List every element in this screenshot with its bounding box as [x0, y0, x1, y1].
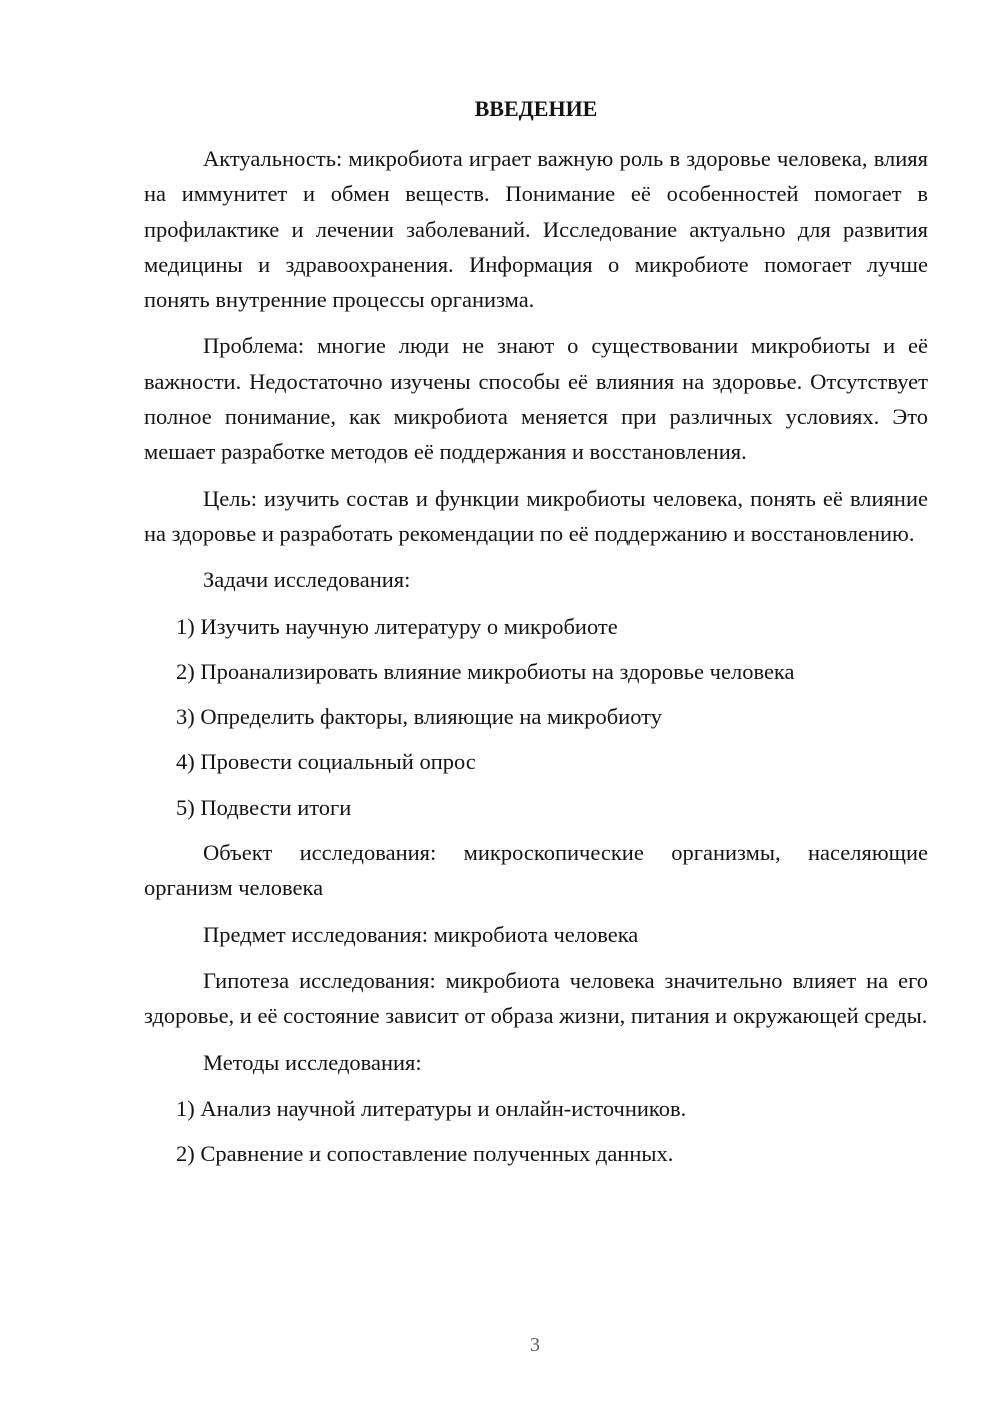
subject-paragraph: Предмет исследования: микробиота человека [203, 921, 639, 947]
list-item: 4) Провести социальный опрос [176, 749, 476, 775]
hypothesis-paragraph: Гипотеза исследования: микробиота человека значительно влияет на его здоровье, и её состояние зависит от образа жизни, питания и окружающей среды. [144, 967, 928, 1029]
list-item: 1) Изучить научную литературу о микробиоте [176, 613, 618, 639]
list-item: 1) Анализ научной литературы и онлайн-источников. [176, 1095, 687, 1121]
list-item: 2) Сравнение и сопоставление полученных данных. [176, 1141, 674, 1167]
page-number: 3 [530, 1334, 540, 1356]
goal-paragraph: Цель: изучить состав и функции микробиоты человека, понять её влияние на здоровье и разработать рекомендации по её поддержанию и восстановлению. [144, 485, 928, 546]
methods-list [144, 1091, 928, 1172]
object-paragraph: Объект исследования: микроскопические организмы, населяющие организм человека [144, 840, 928, 901]
relevance-paragraph: Актуальность: микробиота играет важную роль в здоровье человека, влияя на иммунитет и обмен веществ. Понимание её особенностей помогает в профилактике и лечении заболеваний. Исследование актуально для развития медицины и здравоохранения. Информация о микробиоте помогает лучше понять внутренние процессы организма. [144, 146, 928, 313]
page-content [144, 94, 928, 1181]
methods-heading: Методы исследования: [203, 1049, 422, 1075]
problem-paragraph: Проблема: многие люди не знают о существовании микробиоты и её важности. Недостаточно изучены способы её влияния на здоровье. Отсутствует полное понимание, как микробиота меняется при различных условиях. Это мешает разработке методов её поддержания и восстановления. [144, 333, 928, 465]
section-title: ВВЕДЕНИЕ [474, 96, 598, 121]
tasks-list [144, 609, 928, 825]
tasks-heading: Задачи исследования: [203, 567, 411, 593]
list-item: 5) Подвести итоги [176, 794, 352, 820]
list-item: 3) Определить факторы, влияющие на микробиоту [176, 704, 662, 730]
list-item: 2) Проанализировать влияние микробиоты на здоровье человека [176, 658, 795, 684]
